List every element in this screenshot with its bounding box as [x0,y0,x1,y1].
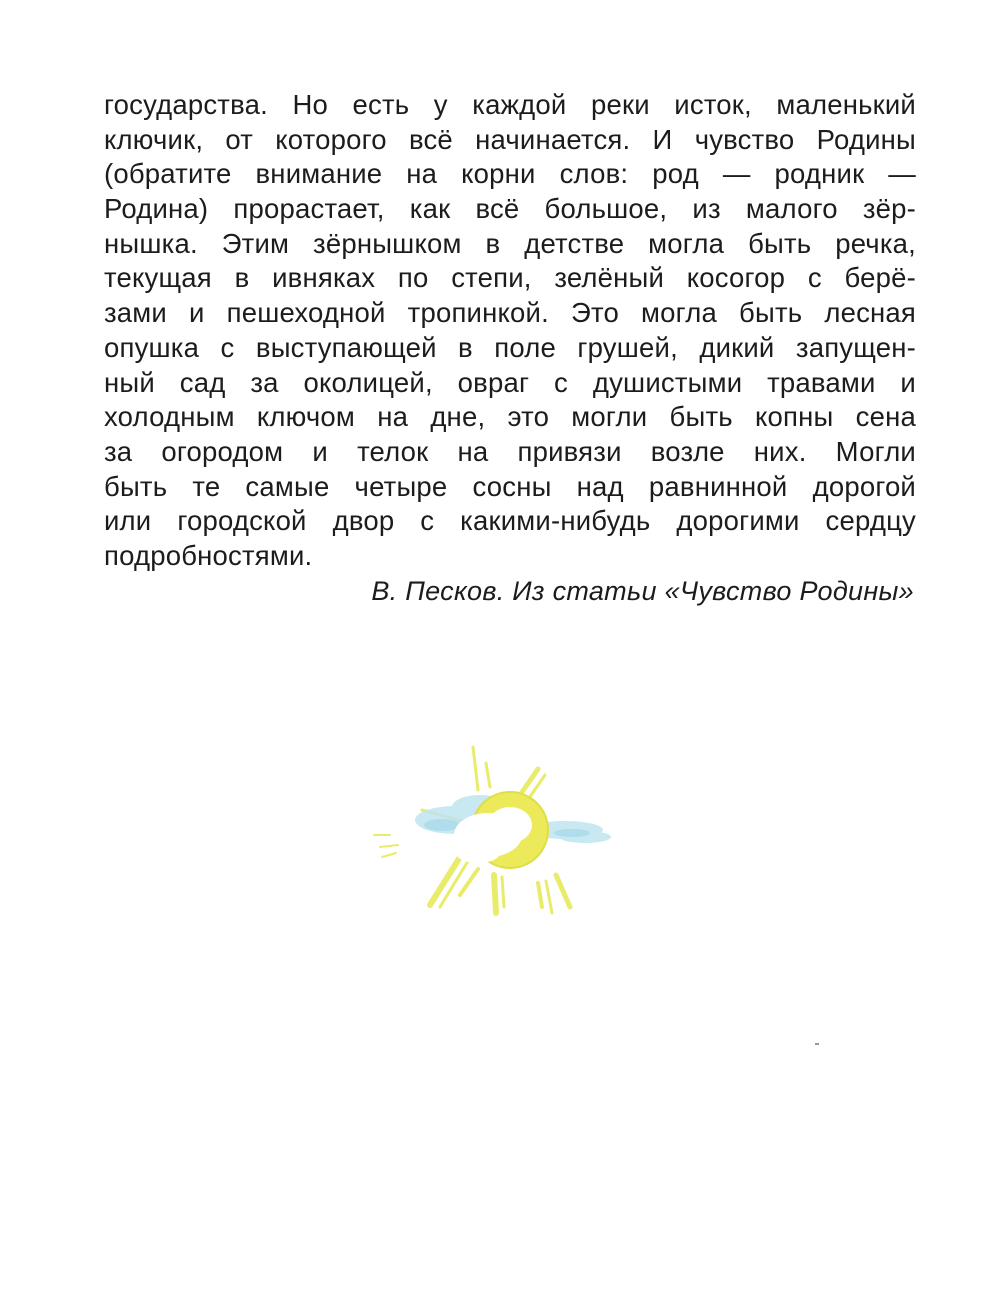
print-speck [815,1043,819,1045]
text-line: Родина) прорастает, как всё большое, из малого зёр- [104,193,916,225]
text-line: ключик, от которого всё начинается. И чувство Родины [104,123,916,155]
text-line: текущая в ивняках по степи, зелёный косогор с берё- [104,262,916,294]
text-line: ный сад за околицей, овраг с душистыми травами и [104,366,916,398]
text-line: опушка с выступающей в поле грушей, дикий запущен- [104,331,916,363]
sun-behind-cloud-icon [360,735,630,935]
text-line: или городской двор с какими-нибудь дорогими сердцу [104,505,916,537]
text-line: государства. Но есть у каждой реки исток, маленький [104,89,916,120]
text-line: быть те самые четыре сосны над равнинной дорогой [104,470,916,502]
text-line-last: подробностями. [104,539,313,571]
text-line: за огородом и телок на привязи возле них. Могли [104,435,916,467]
text-line: (обратите внимание на корни слов: род — родник — [104,158,916,190]
source-attribution: В. Песков. Из статьи «Чувство Родины» [371,576,914,606]
text-passage [104,88,916,574]
text-line: нышка. Этим зёрнышком в детстве могла быть речка, [104,227,916,259]
text-line: зами и пешеходной тропинкой. Это могла быть лесная [104,297,916,329]
text-line: холодным ключом на дне, это могли быть копны сена [104,401,916,433]
